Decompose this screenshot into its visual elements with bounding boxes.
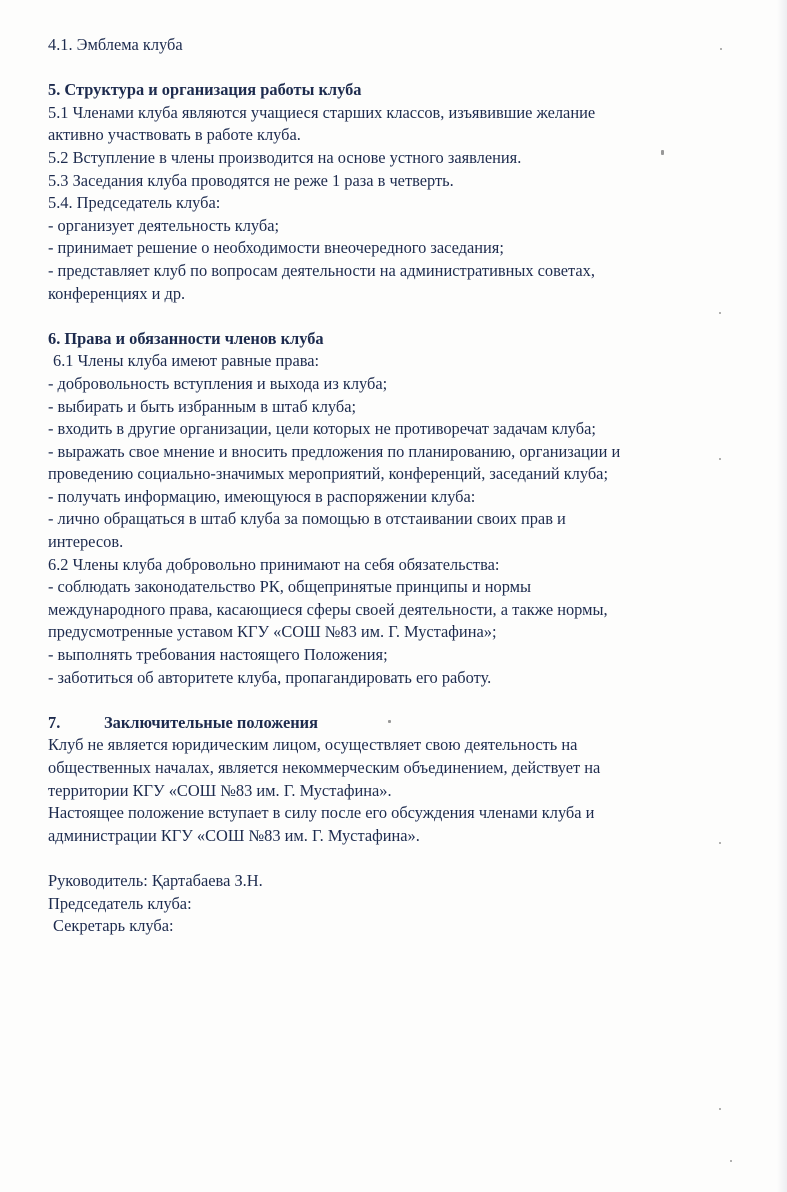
section-7-line: Настоящее положение вступает в силу после его обсуждения членами клуба и xyxy=(48,803,595,823)
section-6-heading: 6. Права и обязанности членов клуба xyxy=(48,328,324,348)
spacer xyxy=(48,57,748,80)
section-6-line: предусмотренные уставом КГУ «СОШ №83 им. Г. Мустафина»; xyxy=(48,622,497,642)
spacer xyxy=(48,689,748,712)
signature-block xyxy=(48,870,748,938)
section-7-number: 7. xyxy=(48,712,61,732)
document-page xyxy=(48,34,748,938)
section-7-line: администрации КГУ «СОШ №83 им. Г. Мустафина». xyxy=(48,825,420,845)
section-5-line: - представляет клуб по вопросам деятельности на административных советах, xyxy=(48,260,595,280)
section-6 xyxy=(48,328,748,690)
section-6-line: международного права, касающиеся сферы своей деятельности, а также нормы, xyxy=(48,599,608,619)
section-7 xyxy=(48,712,748,848)
section-7-line: территории КГУ «СОШ №83 им. Г. Мустафина». xyxy=(48,780,392,800)
scan-speck xyxy=(730,1160,732,1162)
section-5-line: - принимает решение о необходимости внеочередного заседания; xyxy=(48,238,504,258)
section-6-line: - входить в другие организации, цели которых не противоречат задачам клуба; xyxy=(48,419,596,439)
section-5-line: 5.3 Заседания клуба проводятся не реже 1 раза в четверть. xyxy=(48,170,454,190)
scan-edge-shadow xyxy=(777,0,787,1192)
section-5-line: - организует деятельность клуба; xyxy=(48,215,280,235)
section-6-line: - выполнять требования настоящего Положения; xyxy=(48,645,388,665)
scan-speck xyxy=(719,1108,721,1110)
section-6-line: - получать информацию, имеющуюся в распоряжении клуба: xyxy=(48,486,476,506)
spacer xyxy=(48,305,748,328)
section-6-line: - лично обращаться в штаб клуба за помощью в отстаивании своих прав и xyxy=(48,509,566,529)
section-5-line: 5.2 Вступление в члены производится на основе устного заявления. xyxy=(48,147,522,167)
item-6-1: 6.1 Члены клуба имеют равные права: xyxy=(53,351,320,371)
section-6-line: 6.2 Члены клуба добровольно принимают на себя обязательства: xyxy=(48,554,500,574)
section-5-line: активно участвовать в работе клуба. xyxy=(48,125,301,145)
section-6-line: интересов. xyxy=(48,532,124,552)
leader-signature: Руководитель: Қартабаева З.Н. xyxy=(48,870,263,890)
section-6-line: - добровольность вступления и выхода из клуба; xyxy=(48,373,388,393)
section-7-heading xyxy=(48,712,748,735)
section-5-heading: 5. Структура и организация работы клуба xyxy=(48,80,362,100)
item-4-1: 4.1. Эмблема клуба xyxy=(48,35,183,54)
spacer xyxy=(48,847,748,870)
section-7-title: Заключительные положения xyxy=(104,712,318,732)
section-6-line: - соблюдать законодательство РК, общепринятые принципы и нормы xyxy=(48,577,532,597)
secretary-signature: Секретарь клуба: xyxy=(53,916,174,936)
section-6-line: - выражать свое мнение и вносить предложения по планированию, организации и xyxy=(48,441,621,461)
section-5 xyxy=(48,79,748,305)
section-5-line: конференциях и др. xyxy=(48,283,186,303)
section-6-line: - заботиться об авторитете клуба, пропагандировать его работу. xyxy=(48,667,492,687)
section-5-line: 5.4. Председатель клуба: xyxy=(48,193,221,213)
section-5-line: 5.1 Членами клуба являются учащиеся старших классов, изъявившие желание xyxy=(48,102,596,122)
chairman-signature: Председатель клуба: xyxy=(48,893,192,913)
section-6-line: - выбирать и быть избранным в штаб клуба; xyxy=(48,396,357,416)
section-7-line: Клуб не является юридическим лицом, осуществляет свою деятельность на xyxy=(48,735,578,755)
section-6-line: проведению социально-значимых мероприятий, конференций, заседаний клуба; xyxy=(48,464,608,484)
section-7-line: общественных началах, является некоммерческим объединением, действует на xyxy=(48,758,601,777)
